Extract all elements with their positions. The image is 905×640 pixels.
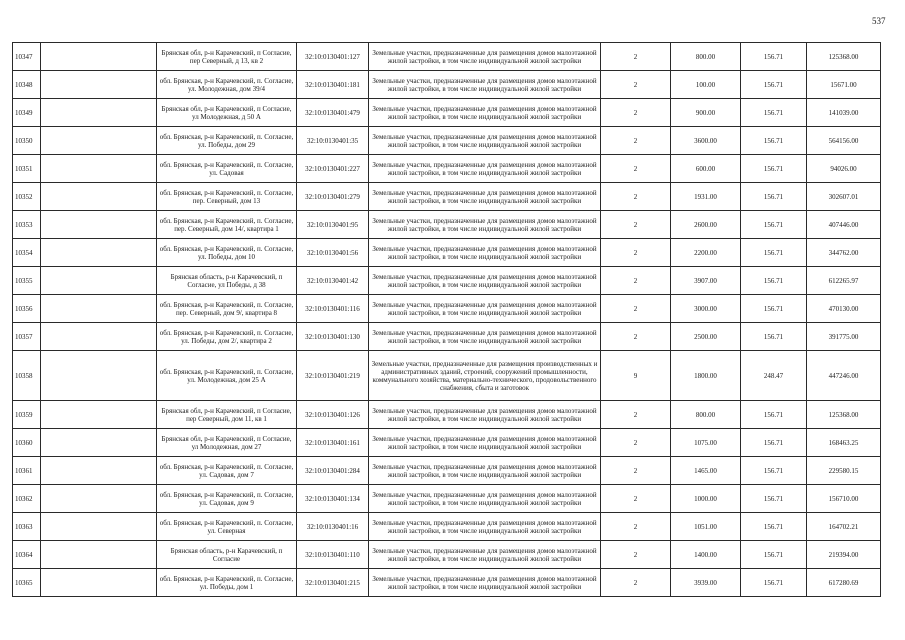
land-use-cell: Земельные участки, предназначенные для размещения домов малоэтажной жилой застройки, в том числе индивидуальной жилой застройки bbox=[369, 429, 601, 457]
specific-value-cell: 156.71 bbox=[741, 239, 807, 267]
row-number: 10360 bbox=[13, 429, 41, 457]
address-cell: Брянская обл, р-н Карачевский, п Согласие, пер Северный, дом 11, кв 1 bbox=[157, 401, 297, 429]
blank-cell bbox=[41, 239, 157, 267]
cadastral-value-cell: 447246.00 bbox=[807, 351, 881, 401]
category-cell: 2 bbox=[601, 239, 671, 267]
table-row bbox=[13, 429, 881, 457]
specific-value-cell: 248.47 bbox=[741, 351, 807, 401]
table-row bbox=[13, 183, 881, 211]
cadastral-number-cell: 32:10:0130401:56 bbox=[297, 239, 369, 267]
cadastral-number-cell: 32:10:0130401:161 bbox=[297, 429, 369, 457]
specific-value-cell: 156.71 bbox=[741, 541, 807, 569]
category-cell: 2 bbox=[601, 211, 671, 239]
address-cell: Брянская область, р-н Карачевский, п Согласие, ул Победы, д 38 bbox=[157, 267, 297, 295]
blank-cell bbox=[41, 429, 157, 457]
table-row bbox=[13, 323, 881, 351]
specific-value-cell: 156.71 bbox=[741, 127, 807, 155]
land-use-cell: Земельные участки, предназначенные для размещения домов малоэтажной жилой застройки, в том числе индивидуальной жилой застройки bbox=[369, 323, 601, 351]
table-row bbox=[13, 513, 881, 541]
cadastral-number-cell: 32:10:0130401:284 bbox=[297, 457, 369, 485]
cadastral-number-cell: 32:10:0130401:126 bbox=[297, 401, 369, 429]
cadastral-value-cell: 612265.97 bbox=[807, 267, 881, 295]
land-use-cell: Земельные участки, предназначенные для размещения домов малоэтажной жилой застройки, в том числе индивидуальной жилой застройки bbox=[369, 211, 601, 239]
specific-value-cell: 156.71 bbox=[741, 43, 807, 71]
address-cell: обл. Брянская, р-н Карачевский, п. Согласие, пер. Северный, дом 13 bbox=[157, 183, 297, 211]
table-row bbox=[13, 267, 881, 295]
blank-cell bbox=[41, 457, 157, 485]
specific-value-cell: 156.71 bbox=[741, 485, 807, 513]
area-cell: 800.00 bbox=[671, 43, 741, 71]
area-cell: 3600.00 bbox=[671, 127, 741, 155]
blank-cell bbox=[41, 541, 157, 569]
cadastral-number-cell: 32:10:0130401:479 bbox=[297, 99, 369, 127]
address-cell: обл. Брянская, р-н Карачевский, п. Согласие, пер. Северный, дом 9/, квартира 8 bbox=[157, 295, 297, 323]
cadastral-number-cell: 32:10:0130401:215 bbox=[297, 569, 369, 597]
cadastral-value-cell: 15671.00 bbox=[807, 71, 881, 99]
cadastral-number-cell: 32:10:0130401:116 bbox=[297, 295, 369, 323]
category-cell: 9 bbox=[601, 351, 671, 401]
area-cell: 800.00 bbox=[671, 401, 741, 429]
row-number: 10348 bbox=[13, 71, 41, 99]
address-cell: обл. Брянская, р-н Карачевский, п. Согласие, ул. Северная bbox=[157, 513, 297, 541]
land-use-cell: Земельные участки, предназначенные для размещения домов малоэтажной жилой застройки, в том числе индивидуальной жилой застройки bbox=[369, 295, 601, 323]
land-use-cell: Земельные участки, предназначенные для размещения домов малоэтажной жилой застройки, в том числе индивидуальной жилой застройки bbox=[369, 239, 601, 267]
table-row bbox=[13, 485, 881, 513]
category-cell: 2 bbox=[601, 541, 671, 569]
row-number: 10355 bbox=[13, 267, 41, 295]
cadastral-value-cell: 156710.00 bbox=[807, 485, 881, 513]
cadastral-value-cell: 302607.01 bbox=[807, 183, 881, 211]
blank-cell bbox=[41, 267, 157, 295]
table-row bbox=[13, 295, 881, 323]
category-cell: 2 bbox=[601, 513, 671, 541]
row-number: 10358 bbox=[13, 351, 41, 401]
address-cell: обл. Брянская, р-н Карачевский, п. Согласие, ул. Садовая, дом 7 bbox=[157, 457, 297, 485]
row-number: 10349 bbox=[13, 99, 41, 127]
area-cell: 900.00 bbox=[671, 99, 741, 127]
category-cell: 2 bbox=[601, 429, 671, 457]
blank-cell bbox=[41, 99, 157, 127]
specific-value-cell: 156.71 bbox=[741, 295, 807, 323]
area-cell: 2200.00 bbox=[671, 239, 741, 267]
address-cell: обл. Брянская, р-н Карачевский, п. Согласие, ул. Победы, дом 1 bbox=[157, 569, 297, 597]
cadastral-value-cell: 125368.00 bbox=[807, 43, 881, 71]
address-cell: Брянская область, р-н Карачевский, п Согласие bbox=[157, 541, 297, 569]
table-row bbox=[13, 43, 881, 71]
cadastral-number-cell: 32:10:0130401:227 bbox=[297, 155, 369, 183]
row-number: 10364 bbox=[13, 541, 41, 569]
land-use-cell: Земельные участки, предназначенные для размещения домов малоэтажной жилой застройки, в том числе индивидуальной жилой застройки bbox=[369, 155, 601, 183]
cadastral-registry-table bbox=[12, 42, 881, 597]
cadastral-number-cell: 32:10:0130401:279 bbox=[297, 183, 369, 211]
specific-value-cell: 156.71 bbox=[741, 267, 807, 295]
category-cell: 2 bbox=[601, 71, 671, 99]
category-cell: 2 bbox=[601, 99, 671, 127]
cadastral-value-cell: 407446.00 bbox=[807, 211, 881, 239]
address-cell: Брянская обл, р-н Карачевский, п Согласие, пер Северный, д 13, кв 2 bbox=[157, 43, 297, 71]
specific-value-cell: 156.71 bbox=[741, 457, 807, 485]
cadastral-value-cell: 617280.69 bbox=[807, 569, 881, 597]
cadastral-number-cell: 32:10:0130401:181 bbox=[297, 71, 369, 99]
cadastral-value-cell: 229580.15 bbox=[807, 457, 881, 485]
address-cell: обл. Брянская, р-н Карачевский, п. Согласие, пер. Северный, дом 14/, квартира 1 bbox=[157, 211, 297, 239]
table-row bbox=[13, 211, 881, 239]
cadastral-value-cell: 470130.00 bbox=[807, 295, 881, 323]
blank-cell bbox=[41, 295, 157, 323]
cadastral-number-cell: 32:10:0130401:127 bbox=[297, 43, 369, 71]
cadastral-number-cell: 32:10:0130401:219 bbox=[297, 351, 369, 401]
row-number: 10356 bbox=[13, 295, 41, 323]
category-cell: 2 bbox=[601, 401, 671, 429]
row-number: 10362 bbox=[13, 485, 41, 513]
address-cell: обл. Брянская, р-н Карачевский, п. Согласие, ул. Молодежная, дом 39/4 bbox=[157, 71, 297, 99]
cadastral-number-cell: 32:10:0130401:42 bbox=[297, 267, 369, 295]
cadastral-value-cell: 164702.21 bbox=[807, 513, 881, 541]
table-row bbox=[13, 457, 881, 485]
area-cell: 1000.00 bbox=[671, 485, 741, 513]
land-use-cell: Земельные участки, предназначенные для размещения домов малоэтажной жилой застройки, в том числе индивидуальной жилой застройки bbox=[369, 401, 601, 429]
row-number: 10352 bbox=[13, 183, 41, 211]
category-cell: 2 bbox=[601, 323, 671, 351]
address-cell: обл. Брянская, р-н Карачевский, п. Согласие, ул. Молодежная, дом 25 А bbox=[157, 351, 297, 401]
row-number: 10357 bbox=[13, 323, 41, 351]
area-cell: 1931.00 bbox=[671, 183, 741, 211]
blank-cell bbox=[41, 513, 157, 541]
blank-cell bbox=[41, 323, 157, 351]
specific-value-cell: 156.71 bbox=[741, 71, 807, 99]
category-cell: 2 bbox=[601, 183, 671, 211]
category-cell: 2 bbox=[601, 267, 671, 295]
blank-cell bbox=[41, 569, 157, 597]
land-use-cell: Земельные участки, предназначенные для размещения домов малоэтажной жилой застройки, в том числе индивидуальной жилой застройки bbox=[369, 99, 601, 127]
cadastral-number-cell: 32:10:0130401:134 bbox=[297, 485, 369, 513]
cadastral-value-cell: 391775.00 bbox=[807, 323, 881, 351]
land-use-cell: Земельные участки, предназначенные для размещения производственных и административных зданий, строений, сооружений промышленности, коммунального хозяйства, материально-технического, продовольственного снабжения, сбыта и заготовок bbox=[369, 351, 601, 401]
table-row bbox=[13, 99, 881, 127]
category-cell: 2 bbox=[601, 457, 671, 485]
area-cell: 1800.00 bbox=[671, 351, 741, 401]
area-cell: 600.00 bbox=[671, 155, 741, 183]
row-number: 10353 bbox=[13, 211, 41, 239]
blank-cell bbox=[41, 43, 157, 71]
land-use-cell: Земельные участки, предназначенные для размещения домов малоэтажной жилой застройки, в том числе индивидуальной жилой застройки bbox=[369, 183, 601, 211]
category-cell: 2 bbox=[601, 569, 671, 597]
cadastral-number-cell: 32:10:0130401:35 bbox=[297, 127, 369, 155]
land-use-cell: Земельные участки, предназначенные для размещения домов малоэтажной жилой застройки, в том числе индивидуальной жилой застройки bbox=[369, 267, 601, 295]
row-number: 10351 bbox=[13, 155, 41, 183]
specific-value-cell: 156.71 bbox=[741, 211, 807, 239]
land-use-cell: Земельные участки, предназначенные для размещения домов малоэтажной жилой застройки, в том числе индивидуальной жилой застройки bbox=[369, 513, 601, 541]
row-number: 10365 bbox=[13, 569, 41, 597]
specific-value-cell: 156.71 bbox=[741, 513, 807, 541]
table-row bbox=[13, 155, 881, 183]
blank-cell bbox=[41, 183, 157, 211]
category-cell: 2 bbox=[601, 485, 671, 513]
category-cell: 2 bbox=[601, 127, 671, 155]
area-cell: 1465.00 bbox=[671, 457, 741, 485]
area-cell: 3907.00 bbox=[671, 267, 741, 295]
area-cell: 1075.00 bbox=[671, 429, 741, 457]
cadastral-value-cell: 344762.00 bbox=[807, 239, 881, 267]
land-use-cell: Земельные участки, предназначенные для размещения домов малоэтажной жилой застройки, в том числе индивидуальной жилой застройки bbox=[369, 541, 601, 569]
area-cell: 3000.00 bbox=[671, 295, 741, 323]
specific-value-cell: 156.71 bbox=[741, 569, 807, 597]
address-cell: обл. Брянская, р-н Карачевский, п. Согласие, ул. Победы, дом 29 bbox=[157, 127, 297, 155]
land-use-cell: Земельные участки, предназначенные для размещения домов малоэтажной жилой застройки, в том числе индивидуальной жилой застройки bbox=[369, 127, 601, 155]
blank-cell bbox=[41, 71, 157, 99]
cadastral-value-cell: 141039.00 bbox=[807, 99, 881, 127]
address-cell: Брянская обл, р-н Карачевский, п Согласие, ул Молодежная, дом 27 bbox=[157, 429, 297, 457]
row-number: 10354 bbox=[13, 239, 41, 267]
blank-cell bbox=[41, 127, 157, 155]
address-cell: обл. Брянская, р-н Карачевский, п. Согласие, ул. Победы, дом 2/, квартира 2 bbox=[157, 323, 297, 351]
area-cell: 3939.00 bbox=[671, 569, 741, 597]
area-cell: 1400.00 bbox=[671, 541, 741, 569]
category-cell: 2 bbox=[601, 43, 671, 71]
category-cell: 2 bbox=[601, 155, 671, 183]
address-cell: обл. Брянская, р-н Карачевский, п. Согласие, ул. Садовая, дом 9 bbox=[157, 485, 297, 513]
blank-cell bbox=[41, 351, 157, 401]
specific-value-cell: 156.71 bbox=[741, 183, 807, 211]
land-use-cell: Земельные участки, предназначенные для размещения домов малоэтажной жилой застройки, в том числе индивидуальной жилой застройки bbox=[369, 43, 601, 71]
specific-value-cell: 156.71 bbox=[741, 155, 807, 183]
blank-cell bbox=[41, 211, 157, 239]
row-number: 10361 bbox=[13, 457, 41, 485]
row-number: 10347 bbox=[13, 43, 41, 71]
address-cell: Брянская обл, р-н Карачевский, п Согласие, ул Молодежная, д 50 А bbox=[157, 99, 297, 127]
blank-cell bbox=[41, 485, 157, 513]
area-cell: 2500.00 bbox=[671, 323, 741, 351]
page-number: 537 bbox=[872, 16, 886, 26]
blank-cell bbox=[41, 401, 157, 429]
cadastral-number-cell: 32:10:0130401:95 bbox=[297, 211, 369, 239]
cadastral-number-cell: 32:10:0130401:110 bbox=[297, 541, 369, 569]
row-number: 10363 bbox=[13, 513, 41, 541]
cadastral-value-cell: 219394.00 bbox=[807, 541, 881, 569]
land-use-cell: Земельные участки, предназначенные для размещения домов малоэтажной жилой застройки, в том числе индивидуальной жилой застройки bbox=[369, 71, 601, 99]
area-cell: 2600.00 bbox=[671, 211, 741, 239]
blank-cell bbox=[41, 155, 157, 183]
specific-value-cell: 156.71 bbox=[741, 401, 807, 429]
table-row bbox=[13, 541, 881, 569]
land-use-cell: Земельные участки, предназначенные для размещения домов малоэтажной жилой застройки, в том числе индивидуальной жилой застройки bbox=[369, 569, 601, 597]
address-cell: обл. Брянская, р-н Карачевский, п. Согласие, ул. Садовая bbox=[157, 155, 297, 183]
registry-body bbox=[13, 43, 881, 597]
cadastral-number-cell: 32:10:0130401:130 bbox=[297, 323, 369, 351]
table-row bbox=[13, 351, 881, 401]
cadastral-number-cell: 32:10:0130401:16 bbox=[297, 513, 369, 541]
table-row bbox=[13, 401, 881, 429]
specific-value-cell: 156.71 bbox=[741, 429, 807, 457]
land-use-cell: Земельные участки, предназначенные для размещения домов малоэтажной жилой застройки, в том числе индивидуальной жилой застройки bbox=[369, 485, 601, 513]
specific-value-cell: 156.71 bbox=[741, 323, 807, 351]
table-row bbox=[13, 71, 881, 99]
table-row bbox=[13, 569, 881, 597]
cadastral-value-cell: 168463.25 bbox=[807, 429, 881, 457]
area-cell: 1051.00 bbox=[671, 513, 741, 541]
area-cell: 100.00 bbox=[671, 71, 741, 99]
cadastral-value-cell: 94026.00 bbox=[807, 155, 881, 183]
category-cell: 2 bbox=[601, 295, 671, 323]
land-use-cell: Земельные участки, предназначенные для размещения домов малоэтажной жилой застройки, в том числе индивидуальной жилой застройки bbox=[369, 457, 601, 485]
row-number: 10359 bbox=[13, 401, 41, 429]
specific-value-cell: 156.71 bbox=[741, 99, 807, 127]
cadastral-value-cell: 125368.00 bbox=[807, 401, 881, 429]
cadastral-value-cell: 564156.00 bbox=[807, 127, 881, 155]
address-cell: обл. Брянская, р-н Карачевский, п. Согласие, ул. Победы, дом 10 bbox=[157, 239, 297, 267]
row-number: 10350 bbox=[13, 127, 41, 155]
table-row bbox=[13, 127, 881, 155]
table-row bbox=[13, 239, 881, 267]
